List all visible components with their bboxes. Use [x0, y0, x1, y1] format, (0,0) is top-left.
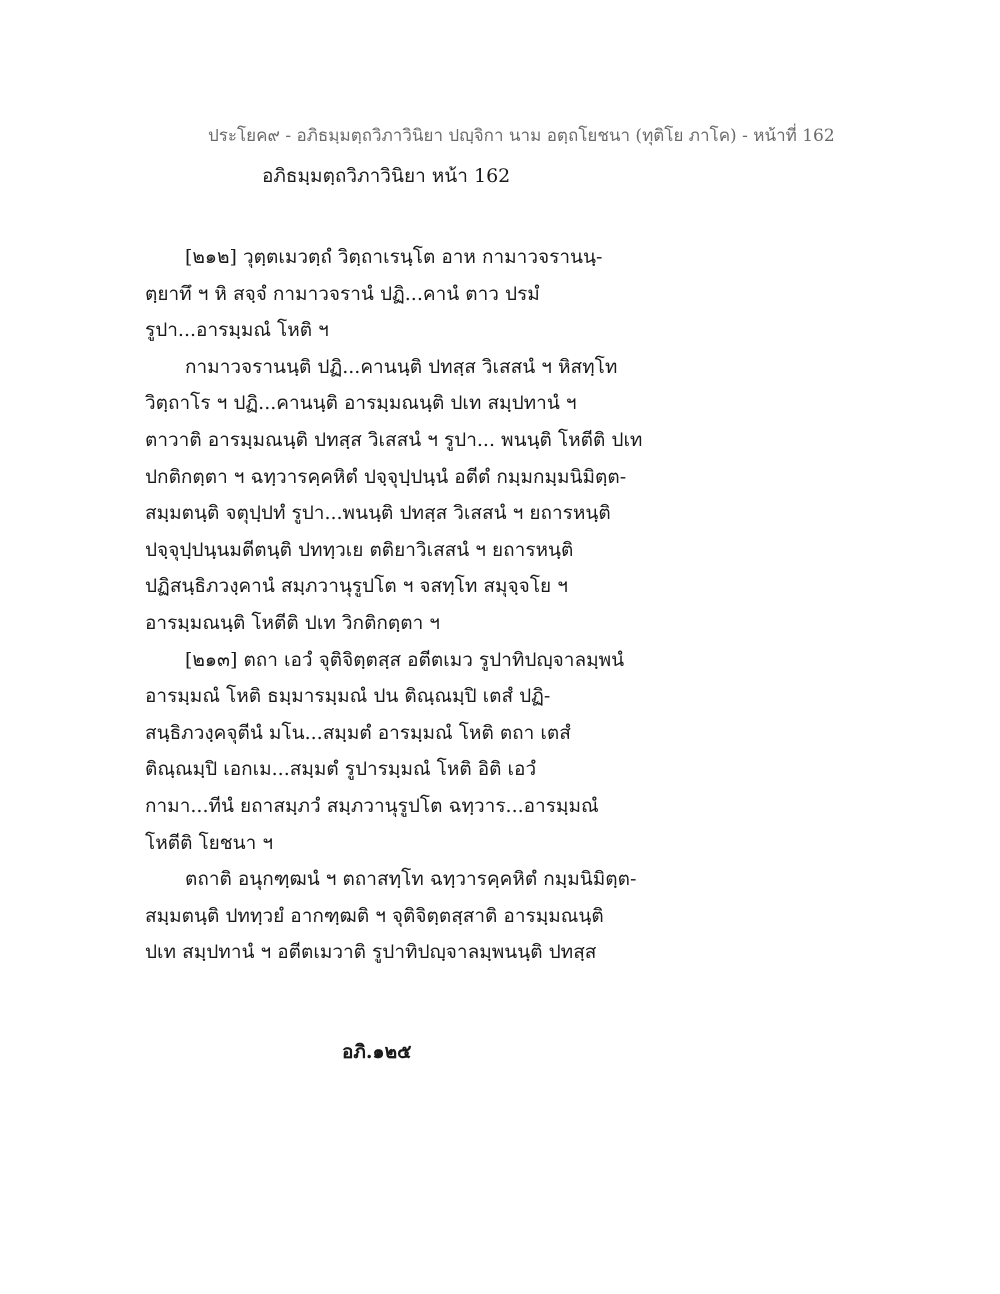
text-line: วิตฺถาโร ฯ ปฏิ...คานนฺติ อารมฺมณนฺติ ปเท สมฺปทานํ ฯ [145, 392, 577, 415]
text-line: ตาวาติ อารมฺมณนฺติ ปทสฺส วิเสสนํ ฯ รูปา... พนนฺติ โหตีติ ปเท [145, 428, 643, 451]
text-line: กามาวจรานนฺติ ปฏิ...คานนฺติ ปทสฺส วิเสสนํ ฯ หิสทฺโท [185, 355, 618, 378]
text-line: [๒๑๓] ตถา เอวํ จุติจิตฺตสฺส อตีตเมว รูปาทิปญฺจาลมฺพนํ [185, 648, 625, 671]
text-line: รูปา...อารมฺมณํ โหติ ฯ [145, 319, 329, 342]
text-line: ปเท สมฺปทานํ ฯ อตีตเมวาติ รูปาทิปญฺจาลมฺพนนฺติ ปทสฺส [145, 941, 597, 964]
text-line: สนฺธิภวงฺคจุตีนํ มโน...สมฺมตํ อารมฺมณํ โหติ ตถา เตสํ [145, 721, 571, 744]
text-line: ติณฺณมฺปิ เอกเม...สมฺมตํ รูปารมฺมณํ โหติ อิติ เอวํ [145, 758, 537, 781]
page-title: อภิธมฺมตฺถวิภาวินิยา หน้า 162 [262, 165, 511, 187]
text-line: กามา...ทีนํ ยถาสมฺภวํ สมฺภวานุรูปโต ฉทฺวาร...อารมฺมณํ [145, 794, 599, 817]
text-line: สมฺมตนฺติ ปททฺวยํ อากฑฺฒติ ฯ จุติจิตฺตสฺสาติ อารมฺมณนฺติ [145, 904, 604, 927]
text-line: ปกติกตฺตา ฯ ฉทฺวารคฺคหิตํ ปจฺจุปฺปนฺนํ อตีตํ กมฺมกมฺมนิมิตฺต- [145, 465, 627, 488]
text-line: ปฏิสนฺธิภวงฺคานํ สมฺภวานุรูปโต ฯ จสทฺโท สมุจฺจโย ฯ [145, 575, 568, 598]
text-line: ปจฺจุปฺปนฺนมตีตนฺติ ปททฺวเย ตติยาวิเสสนํ ฯ ยถารหนฺติ [145, 538, 574, 561]
text-line: ตฺยาทึ ฯ หิ สจฺจํ กามาวจรานํ ปฏิ...คานํ ตาว ปรมํ [145, 282, 540, 305]
text-line: สมฺมตนฺติ จตุปฺปทํ รูปา...พนนฺติ ปทสฺส วิเสสนํ ฯ ยถารหนฺติ [145, 502, 611, 525]
body-text [145, 239, 705, 971]
footer-page-mark: อภิ.๑๒๕ [342, 1041, 412, 1063]
text-line: อารมฺมณนฺติ โหตีติ ปเท วิกติกตฺตา ฯ [145, 611, 440, 634]
text-line: [๒๑๒] วุตฺตเมวตฺถํ วิตฺถาเรนฺโต อาห กามาวจรานนฺ- [185, 246, 603, 268]
running-header: ประโยค๙ - อภิธมฺมตฺถวิภาวินิยา ปญฺจิกา นาม อตฺถโยชนา (ทุติโย ภาโค) - หน้าที่ 162 [208, 126, 835, 146]
text-line: อารมฺมณํ โหติ ธมฺมารมฺมณํ ปน ติณฺณมฺปิ เตสํ ปฏิ- [145, 685, 551, 708]
text-line: ตถาติ อนุกฑฺฒนํ ฯ ตถาสทฺโท ฉทฺวารคฺคหิตํ กมฺมนิมิตฺต- [185, 868, 637, 891]
text-line: โหตีติ โยชนา ฯ [145, 831, 274, 854]
